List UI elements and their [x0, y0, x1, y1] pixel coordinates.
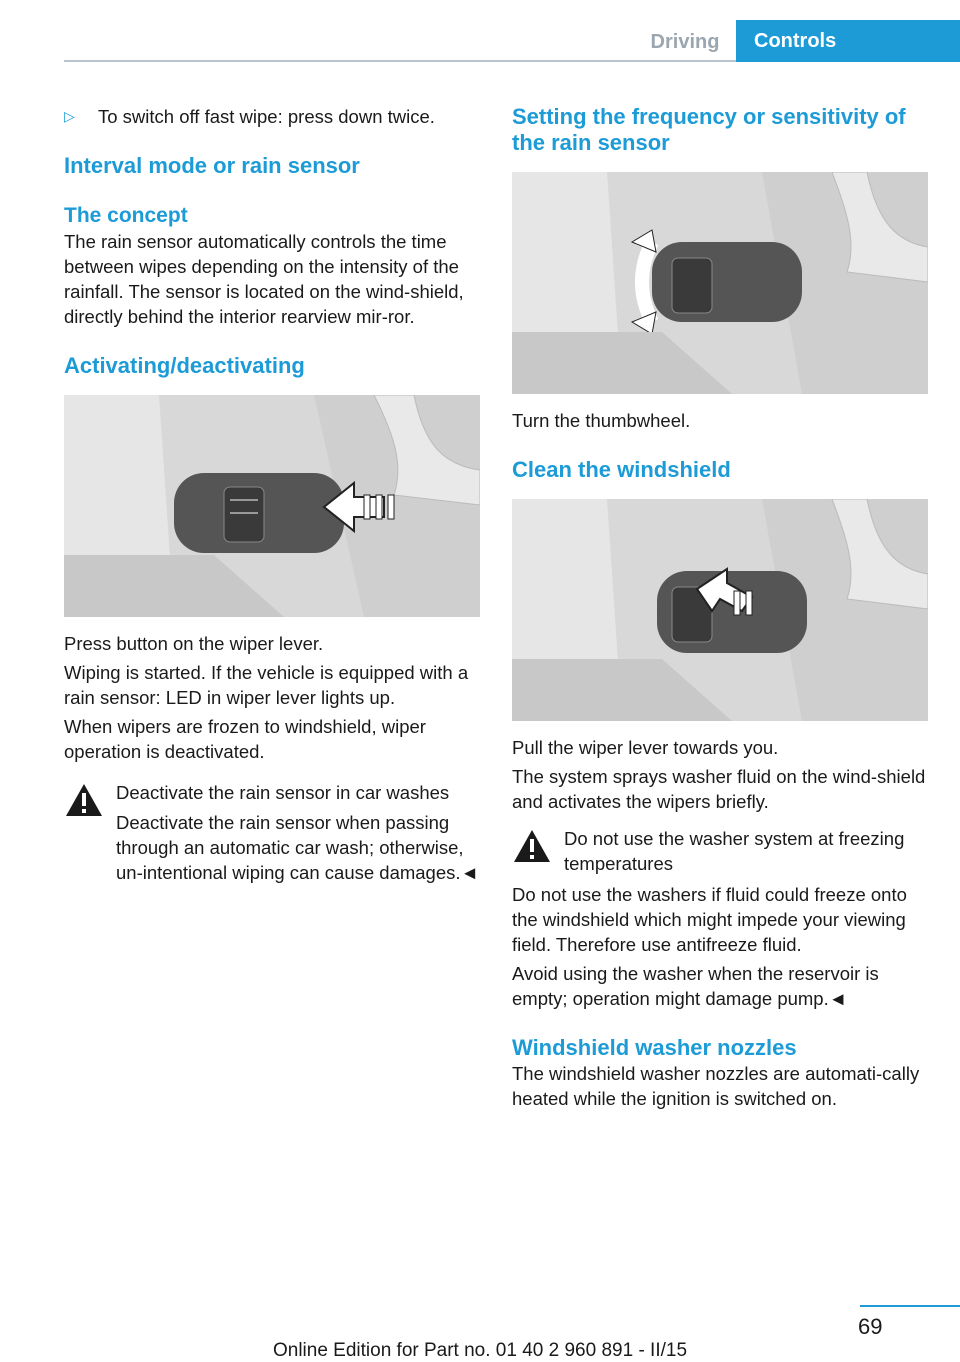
heading-frequency: Setting the frequency or sensitivity of the rain sensor — [512, 104, 906, 155]
figure-thumbwheel — [512, 172, 928, 394]
heading-activating: Activating/deactivating — [64, 353, 305, 378]
warning-text — [64, 810, 482, 885]
page-number: 69 — [858, 1314, 883, 1339]
figure-pull-lever — [512, 499, 928, 721]
figure-wiper-button — [64, 395, 480, 617]
heading-interval-mode: Interval mode or rain sensor — [64, 153, 360, 178]
para-thumbwheel: Turn the thumbwheel. — [512, 410, 691, 431]
warning-title: Do not use the washer system at freezing temperatures — [564, 828, 905, 874]
warning-title: Deactivate the rain sensor in car washes — [116, 782, 450, 803]
left-column — [64, 104, 482, 885]
para-pull-lever: Pull the wiper lever towards you. — [512, 737, 779, 758]
right-column — [512, 104, 930, 1111]
para-frozen: When wipers are frozen to windshield, wiper operation is deactivated. — [64, 716, 426, 762]
warning-text-freeze: Do not use the washers if fluid could freeze onto the windshield which might impede your viewing field. Therefore use antifreeze fluid. — [512, 884, 907, 955]
warning-body: Deactivate the rain sensor when passing through an automatic car wash; otherwise, un‐intentional wiping can cause damages.◄ — [116, 812, 479, 883]
concept-paragraph: The rain sensor automatically controls the time between wipes depending on the intensity of the rainfall. The sensor is located on the wind‐shield, directly behind the interior rearview mir‐ror. — [64, 231, 464, 327]
para-press-button: Press button on the wiper lever. — [64, 633, 324, 654]
footer-rule — [860, 1305, 960, 1307]
thumbwheel-illustration — [512, 172, 928, 394]
section-tab-driving[interactable]: Driving — [650, 30, 720, 53]
warning-triangle-icon — [64, 782, 104, 818]
warning-text-reservoir: Avoid using the washer when the reservoir is empty; operation might damage pump.◄ — [512, 963, 879, 1009]
heading-washer-nozzles: Windshield washer nozzles — [512, 1035, 797, 1060]
edition-footer: Online Edition for Part no. 01 40 2 960 891 - II/15 — [272, 1340, 688, 1361]
para-wiping-started: Wiping is started. If the vehicle is equipped with a rain sensor: LED in wiper lever lights up. — [64, 662, 469, 708]
warning-freezing — [512, 826, 930, 876]
bullet-fast-wipe — [64, 104, 482, 129]
chapter-tab-controls[interactable]: Controls — [736, 20, 960, 62]
para-sprays: The system sprays washer fluid on the wind‐shield and activates the wipers briefly. — [512, 766, 926, 812]
warning-triangle-icon — [512, 828, 552, 864]
pull-lever-illustration — [512, 499, 928, 721]
para-nozzles: The windshield washer nozzles are automati‐cally heated while the ignition is switched on. — [512, 1063, 920, 1109]
heading-concept: The concept — [64, 204, 188, 227]
bullet-text: To switch off fast wipe: press down twice. — [98, 106, 435, 127]
bullet-triangle-icon: ▷ — [64, 108, 75, 124]
warning-car-wash — [64, 780, 482, 885]
wiper-lever-button-illustration — [64, 395, 480, 617]
heading-clean-windshield: Clean the windshield — [512, 457, 731, 482]
